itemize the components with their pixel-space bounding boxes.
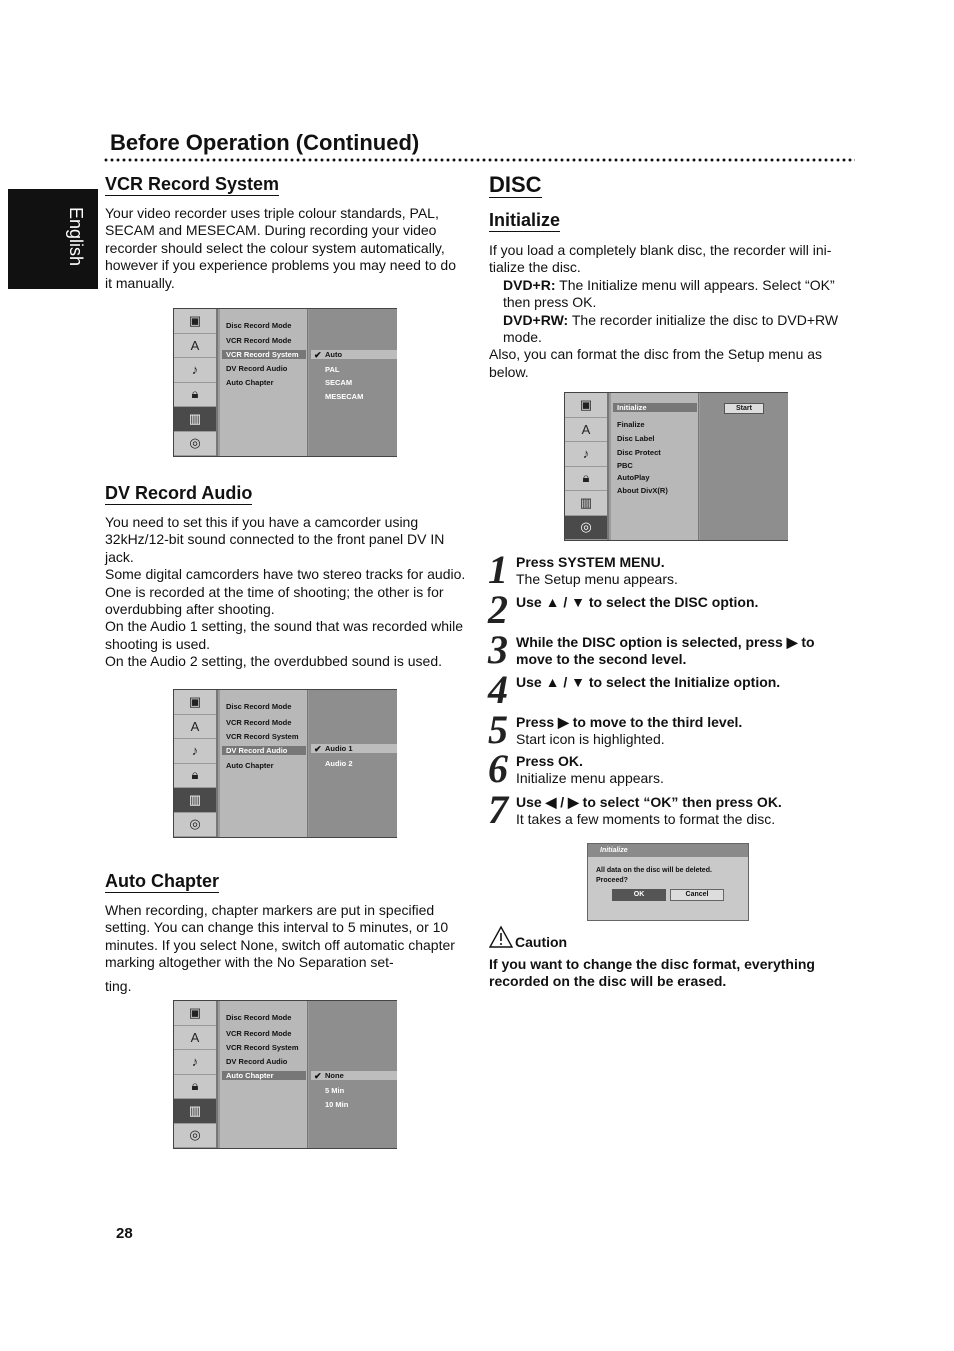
menu-option: 10 Min — [325, 1100, 349, 1109]
init-p2: Also, you can format the disc from the Setup menu as below. — [489, 346, 823, 380]
init-dvdr: DVD+R: The Initialize menu will appears. Select “OK” then press OK. — [503, 276, 835, 311]
menu-option: 5 Min — [325, 1086, 345, 1095]
step-result: Start icon is highlighted. — [516, 731, 665, 748]
tv-icon: ▣ — [174, 1001, 216, 1026]
menu-item: VCR Record Mode — [226, 1029, 292, 1038]
menu-option-selected: ✔ Audio 1 — [311, 744, 397, 753]
menu-option-selected: ✔ Auto — [311, 350, 397, 359]
dialog-title: Initialize — [588, 844, 748, 857]
check-icon: ✔ — [314, 1071, 322, 1081]
dotted-divider — [103, 158, 855, 162]
menu-item: DV Record Audio — [226, 1057, 288, 1066]
step-instruction: Press ▶ to move to the third level. — [516, 714, 743, 730]
menu-item: Auto Chapter — [226, 761, 274, 770]
disc-icon: ◎ — [565, 516, 607, 541]
step-number: 5 — [488, 707, 508, 752]
menu-item-selected: Initialize — [613, 403, 697, 412]
menu-item: DV Record Audio — [226, 364, 288, 373]
step-result: It takes a few moments to format the disc. — [516, 811, 776, 828]
menu-icon-column — [565, 393, 609, 540]
vcr-menu — [173, 308, 397, 457]
language-icon: A — [174, 1026, 216, 1051]
step-instruction: Use ▲ / ▼ to select the DISC option. — [516, 594, 759, 610]
step-instruction: Use ▲ / ▼ to select the Initialize option. — [516, 674, 781, 690]
menu-item: PBC — [617, 461, 633, 470]
audio-icon: ♪ — [565, 442, 607, 467]
page-number: 28 — [116, 1225, 133, 1242]
tv-icon: ▣ — [174, 309, 216, 334]
record-icon: ▥ — [174, 1099, 216, 1124]
dv-p2: Some digital camcorders have two stereo tracks for audio. One is recorded at the time of shooting; the other is for overdubbing after shooting. — [105, 566, 466, 618]
menu-item: About DivX(R) — [617, 486, 668, 495]
check-icon: ✔ — [314, 744, 322, 754]
menu-item: VCR Record Mode — [226, 718, 292, 727]
step-number: 6 — [488, 746, 508, 791]
menu-option: MESECAM — [325, 392, 364, 401]
step-instruction: Use ◀ / ▶ to select “OK” then press OK. — [516, 794, 782, 810]
start-button[interactable]: Start — [724, 403, 764, 414]
record-icon: ▥ — [174, 788, 216, 813]
audio-icon: ♪ — [174, 1050, 216, 1075]
language-tab — [8, 189, 98, 289]
menu-option: Audio 2 — [325, 759, 353, 768]
menu-option-selected: ✔ None — [311, 1071, 397, 1080]
tv-icon: ▣ — [565, 393, 607, 418]
menu-item: Disc Record Mode — [226, 321, 292, 330]
chapter-menu — [173, 1000, 397, 1149]
audio-icon: ♪ — [174, 739, 216, 764]
menu-icon-column — [174, 309, 218, 456]
lock-icon: 🔒︎ — [174, 1075, 216, 1100]
dv-p3: On the Audio 1 setting, the sound that was recorded while shooting is used. — [105, 618, 464, 652]
step-number: 2 — [488, 587, 508, 632]
caution-text: If you want to change the disc format, everything recorded on the disc will be erased. — [489, 956, 815, 990]
dv-heading: DV Record Audio — [105, 483, 253, 503]
menu-item-selected: DV Record Audio — [222, 746, 306, 755]
dv-p4: On the Audio 2 setting, the overdubbed sound is used. — [105, 653, 443, 670]
menu-icon-column — [174, 1001, 218, 1148]
vcr-heading: VCR Record System — [105, 174, 280, 194]
init-dvdrw: DVD+RW: The recorder initialize the disc to DVD+RW mode. — [503, 311, 839, 346]
initialize-text — [489, 242, 851, 381]
step-result: The Setup menu appears. — [516, 571, 678, 588]
step-number: 4 — [488, 667, 508, 712]
menu-item: VCR Record Mode — [226, 336, 292, 345]
menu-item: Disc Record Mode — [226, 1013, 292, 1022]
initialize-dialog — [587, 843, 749, 921]
init-p1: If you load a completely blank disc, the recorder will ini- tialize the disc. — [489, 242, 832, 276]
record-icon: ▥ — [565, 491, 607, 516]
disc-icon: ◎ — [174, 813, 216, 838]
language-icon: A — [174, 715, 216, 740]
chapter-heading: Auto Chapter — [105, 871, 219, 891]
lock-icon: 🔒︎ — [174, 764, 216, 789]
lock-icon: 🔒︎ — [565, 467, 607, 492]
warning-icon — [489, 926, 513, 948]
menu-item: Auto Chapter — [226, 378, 274, 387]
step-number: 1 — [488, 547, 508, 592]
chapter-p1-end: ting. — [105, 977, 132, 994]
step-instruction: While the DISC option is selected, press ▶ to move to the second level. — [516, 634, 815, 668]
menu-item: VCR Record System — [226, 1043, 299, 1052]
initialize-heading: Initialize — [489, 210, 561, 230]
check-icon: ✔ — [314, 350, 322, 360]
chapter-text — [105, 902, 463, 995]
language-icon: A — [174, 334, 216, 359]
record-icon: ▥ — [174, 407, 216, 432]
menu-option: SECAM — [325, 378, 353, 387]
step-result: Initialize menu appears. — [516, 770, 664, 787]
page-title: Before Operation (Continued) — [110, 130, 420, 155]
vcr-text: Your video recorder uses triple colour standards, PAL, SECAM and MESECAM. During recording your video recorder should select the colour system automatically, however if you experience problems you may need to do it manually. — [105, 205, 456, 291]
language-tab-label: English — [66, 207, 86, 267]
dialog-message: All data on the disc will be deleted. Proceed? — [596, 867, 712, 884]
menu-item-selected: VCR Record System — [222, 350, 306, 359]
step-instruction: Press OK. — [516, 753, 583, 769]
cancel-button[interactable]: Cancel — [670, 889, 724, 901]
menu-item: VCR Record System — [226, 732, 299, 741]
menu-item: Finalize — [617, 420, 645, 429]
step-instruction: Press SYSTEM MENU. — [516, 554, 665, 570]
disc-heading: DISC — [489, 172, 542, 197]
menu-item-selected: Auto Chapter — [222, 1071, 306, 1080]
menu-icon-column — [174, 690, 218, 837]
disc-icon: ◎ — [174, 432, 216, 457]
audio-icon: ♪ — [174, 358, 216, 383]
menu-option: PAL — [325, 365, 340, 374]
dv-text — [105, 514, 469, 671]
dv-menu — [173, 689, 397, 838]
language-icon: A — [565, 418, 607, 443]
tv-icon: ▣ — [174, 690, 216, 715]
step-number: 3 — [488, 627, 508, 672]
menu-item: AutoPlay — [617, 473, 650, 482]
menu-item: Disc Record Mode — [226, 702, 292, 711]
chapter-p1: When recording, chapter markers are put in specified setting. You can change this interval to 5 minutes, or 10 minutes. If you select None, switch off automatic chapter marking altogether with the No Separation set- — [105, 902, 455, 971]
menu-item: Disc Label — [617, 434, 655, 443]
disc-menu — [564, 392, 788, 541]
step-number: 7 — [488, 787, 508, 832]
disc-icon: ◎ — [174, 1124, 216, 1149]
lock-icon: 🔒︎ — [174, 383, 216, 408]
menu-item: Disc Protect — [617, 448, 661, 457]
ok-button[interactable]: OK — [612, 889, 666, 901]
dv-p1: You need to set this if you have a camcorder using 32kHz/12-bit sound connected to the front panel DV IN jack. — [105, 514, 445, 565]
caution-label: Caution — [515, 934, 568, 950]
